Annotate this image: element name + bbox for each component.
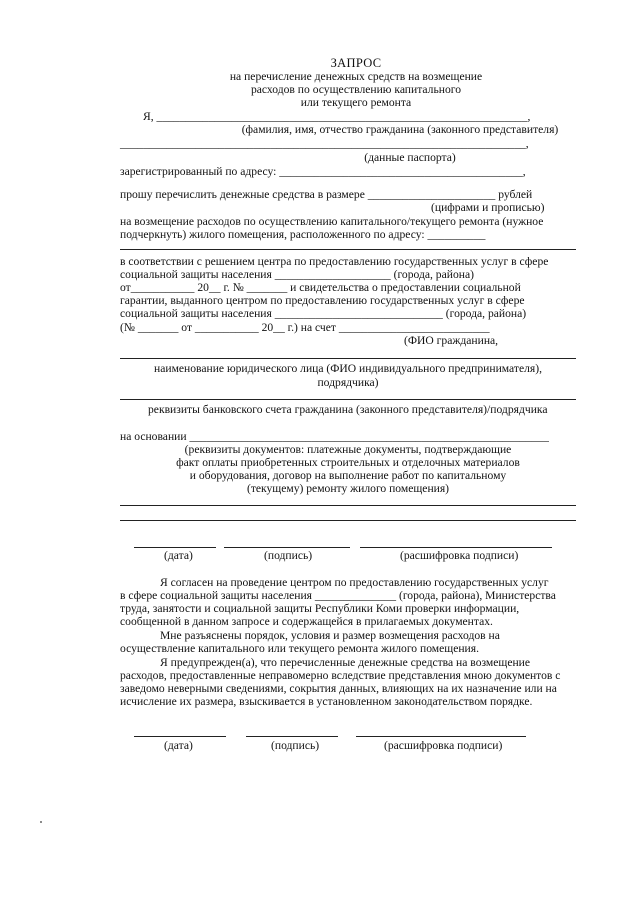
legal-entity-caption: подрядчика) xyxy=(317,376,379,389)
consent-paragraph-line: в сфере социальной защиты населения ______________ (города, района), Министерства xyxy=(120,589,556,602)
date-caption: (дата) xyxy=(164,739,193,752)
warning-paragraph-line: заведомо неверными сведениями, сокрытия данных, влияющих на их назначение или на xyxy=(120,682,557,695)
documents-line xyxy=(120,520,576,521)
consent-paragraph-line: Я согласен на проведение центром по предоставлению государственных услуг xyxy=(160,576,549,589)
signature-caption: (подпись) xyxy=(271,739,320,752)
signature-decode-line xyxy=(360,547,552,548)
legal-entity-caption: наименование юридического лица (ФИО индивидуального предпринимателя), xyxy=(154,362,542,375)
signature-decode-caption: (расшифровка подписи) xyxy=(400,549,519,562)
decision-line: от___________ 20__ г. № _______ и свидетельства о предоставлении социальной xyxy=(120,281,521,294)
fio-citizen-caption: (ФИО гражданина, xyxy=(404,334,499,347)
signature-line xyxy=(224,547,350,548)
documents-line xyxy=(120,505,576,506)
applicant-name-line: Я, ________________________________________________________________, xyxy=(143,110,531,123)
recipient-line xyxy=(120,358,576,359)
signature-line xyxy=(246,736,338,737)
decision-line: гарантии, выданного центром по предоставлению государственных услуг в сфере xyxy=(120,294,525,307)
warning-paragraph-line: расходов, предоставленные неправомерно вследствие представления мною документов с xyxy=(120,669,561,682)
documents-caption: и оборудования, договор на выполнение работ по капитальному xyxy=(189,469,507,482)
document-title: ЗАПРОС xyxy=(330,56,382,70)
bank-account-caption: реквизиты банковского счета гражданина (законного представителя)/подрядчика xyxy=(148,403,548,416)
decision-line: социальной защиты населения ____________________ (города, района) xyxy=(120,268,474,281)
document-subtitle-line: расходов по осуществлению капитального xyxy=(250,83,462,96)
purpose-line: на возмещение расходов по осуществлению капитального/текущего ремонта (нужное xyxy=(120,215,544,228)
amount-caption: (цифрами и прописью) xyxy=(431,201,545,214)
decision-line: (№ _______ от ___________ 20__ г.) на счет __________________________ xyxy=(120,321,490,334)
date-caption: (дата) xyxy=(164,549,193,562)
warning-paragraph-line: исчисление их размера, взыскивается в установленном законодательством порядке. xyxy=(120,695,533,708)
date-line xyxy=(134,736,226,737)
registered-address-line: зарегистрированный по адресу: __________________________________________, xyxy=(120,165,526,178)
address-continuation-line xyxy=(120,249,576,250)
signature-decode-caption: (расшифровка подписи) xyxy=(384,739,503,752)
basis-line: на основании ______________________________________________________________ xyxy=(120,430,549,443)
date-line xyxy=(134,547,216,548)
consent-paragraph-line: труда, занятости и социальной защиты Республики Коми проверки информации, xyxy=(120,602,520,615)
decision-line: в соответствии с решением центра по предоставлению государственных услуг в сфере xyxy=(120,255,549,268)
signature-decode-line xyxy=(356,736,526,737)
fio-caption: (фамилия, имя, отчество гражданина (законного представителя) xyxy=(241,123,559,136)
passport-line: ______________________________________________________________________, xyxy=(120,137,529,150)
requested-amount-line: прошу перечислить денежные средства в размере ______________________ рублей xyxy=(120,188,533,201)
documents-caption: (текущему) ремонту жилого помещения) xyxy=(246,482,450,495)
documents-caption: (реквизиты документов: платежные документы, подтверждающие xyxy=(184,443,512,456)
signature-caption: (подпись) xyxy=(264,549,313,562)
explanation-paragraph-line: осуществление капитального или текущего ремонта жилого помещения. xyxy=(120,642,479,655)
passport-caption: (данные паспорта) xyxy=(364,151,456,164)
decision-line: социальной защиты населения _____________________________ (города, района) xyxy=(120,307,527,320)
document-subtitle-line: на перечисление денежных средств на возмещение xyxy=(229,70,483,83)
document-subtitle-line: или текущего ремонта xyxy=(300,96,412,109)
documents-caption: факт оплаты приобретенных строительных и отделочных материалов xyxy=(176,456,520,469)
scan-speck xyxy=(40,821,42,823)
purpose-line: подчеркнуть) жилого помещения, расположенного по адресу: __________ xyxy=(120,228,486,241)
bank-account-line xyxy=(120,399,576,400)
explanation-paragraph-line: Мне разъяснены порядок, условия и размер возмещения расходов на xyxy=(160,629,500,642)
consent-paragraph-line: сообщенной в данном запросе и содержащейся в прилагаемых документах. xyxy=(120,615,493,628)
warning-paragraph-line: Я предупрежден(а), что перечисленные денежные средства на возмещение xyxy=(160,656,531,669)
